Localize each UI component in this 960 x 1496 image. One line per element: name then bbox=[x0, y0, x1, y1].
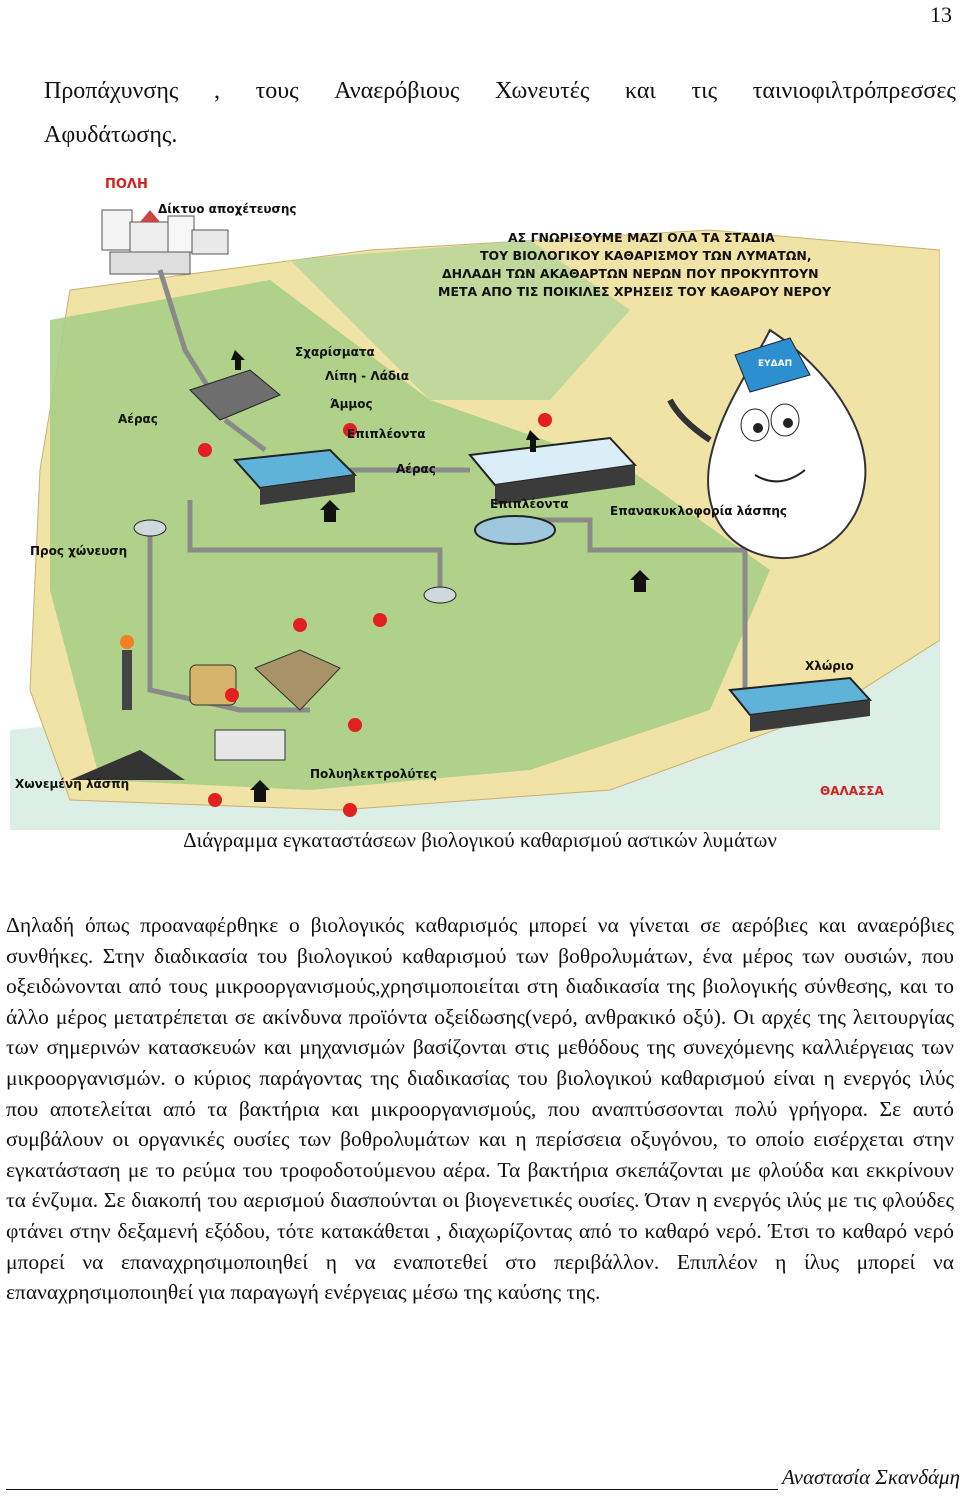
label-recirculation: Επανακυκλοφορία λάσπης bbox=[610, 504, 787, 518]
intro-word: Αναερόβιους bbox=[334, 78, 460, 104]
label-air-1: Αέρας bbox=[118, 412, 158, 426]
label-sea: ΘΑΛΑΣΣΑ bbox=[820, 784, 884, 798]
speech-line: ΑΣ ΓΝΩΡΙΣΟΥΜΕ ΜΑΖΙ ΟΛΑ ΤΑ ΣΤΑΔΙΑ bbox=[508, 230, 775, 245]
label-screenings: Σχαρίσματα bbox=[295, 345, 375, 359]
label-sand: Άμμος bbox=[330, 397, 373, 411]
intro-word: ταινιοφιλτρόπρεσσες bbox=[752, 78, 956, 104]
intro-word: τις bbox=[691, 78, 718, 104]
label-grease: Λίπη - Λάδια bbox=[325, 369, 410, 383]
label-polyelectrolytes: Πολυηλεκτρολύτες bbox=[310, 767, 437, 781]
footer bbox=[6, 1465, 960, 1490]
speech-line: ΤΟΥ ΒΙΟΛΟΓΙΚΟΥ ΚΑΘΑΡΙΣΜΟΥ ΤΩΝ ΛΥΜΑΤΩΝ, bbox=[480, 248, 812, 263]
footer-rule bbox=[6, 1471, 778, 1490]
page-number: 13 bbox=[930, 2, 952, 27]
label-sewer: Δίκτυο αποχέτευσης bbox=[158, 202, 297, 216]
intro-word: Χωνευτές bbox=[494, 78, 590, 104]
speech-line: ΔΗΛΑΔΗ ΤΩΝ ΑΚΑΘΑΡΤΩΝ ΝΕΡΩΝ ΠΟΥ ΠΡΟΚΥΠΤΟΥΝ bbox=[442, 266, 819, 281]
label-air-2: Αέρας bbox=[396, 462, 436, 476]
intro-word: και bbox=[624, 78, 656, 104]
body-paragraph: Δηλαδή όπως προαναφέρθηκε ο βιολογικός καθαρισμός μπορεί να γίνεται σε αερόβιες και αναερόβιες συνθήκες. Στην διαδικασία του βιολογικού καθαρισμού των βοθρολυμάτων, ένα μέρος των ουσιών, που οξειδώνονται από τους μικροοργανισμούς,χρησιμοποιείται στη διαδικασία της βιολογικής σύνθεσης, και το άλλο μέρος μετατρέπεται σε ακίνδυνα προϊόντα οξείδωσης(νερό, ανθρακικό οξύ). Οι αρχές της λειτουργίας των σημερινών κατασκευών και μηχανισμών βασίζονται στις μεθόδους της συνεχόμενης καλλιέργειας των μικροοργανισμών. ο κύριος παράγοντας της διαδικασίας του βιολογικού καθαρισμού είναι η ενεργός ιλύς που αποτελείται από τα βακτήρια και μικροοργανισμούς, που αναπτύσσονται πολύ γρήγορα. Σε αυτό συμβάλουν οι οργανικές ουσίες των βοθρολυμάτων και η περίσσεια οξυγόνου, το οποίο εισέρχεται στην εγκατάσταση με το ρεύμα του τροφοδοτούμενου αέρα. Τα βακτήρια σκεπάζονται με φλούδα και εκκρίνουν τα ένζυμα. Σε διακοπή του αερισμού διασπούνται οι βιογενετικές ουσίες. Όταν η ενεργός ιλύς με τις φλούδες φτάνει στην δεξαμενή εξόδου, τότε κατακάθεται , διαχωρίζοντας από το καθαρό νερό. Έτσι το καθαρό νερό μπορεί να επαναχρησιμοποιηθεί η να εναποτεθεί στο περιβάλλον. Επιπλέον η ίλυς μπορεί να επαναχρησιμοποιηθεί για παραγωγή ενέργειας μέσω της καύσης της. bbox=[6, 913, 954, 1305]
intro-word: , bbox=[214, 78, 220, 104]
footer-author: Αναστασία Σκανδάμη bbox=[781, 1465, 960, 1489]
label-floating-2: Επιπλέοντα bbox=[490, 497, 569, 511]
wastewater-plant-illustration bbox=[10, 170, 940, 830]
label-chlorine: Χλώριο bbox=[805, 659, 854, 673]
label-to-digestion: Προς χώνευση bbox=[30, 544, 128, 558]
intro-line-2: Αφυδάτωσης. bbox=[44, 122, 178, 148]
label-hat: ΕΥΔΑΠ bbox=[758, 359, 793, 369]
intro-word: τους bbox=[255, 78, 299, 104]
intro-word: Προπάχυνσης bbox=[44, 78, 179, 104]
label-city: ΠΟΛΗ bbox=[105, 177, 148, 192]
figure-caption: Διάγραμμα εγκαταστάσεων βιολογικού καθαρισμού αστικών λυμάτων bbox=[183, 828, 777, 852]
label-floating-1: Επιπλέοντα bbox=[347, 427, 426, 441]
speech-line: ΜΕΤΑ ΑΠΟ ΤΙΣ ΠΟΙΚΙΛΕΣ ΧΡΗΣΕΙΣ ΤΟΥ ΚΑΘΑΡΟΥ ΝΕΡΟΥ bbox=[438, 284, 832, 299]
label-digested-sludge: Χωνεμένη λάσπη bbox=[15, 777, 130, 791]
intro-line bbox=[44, 74, 956, 108]
